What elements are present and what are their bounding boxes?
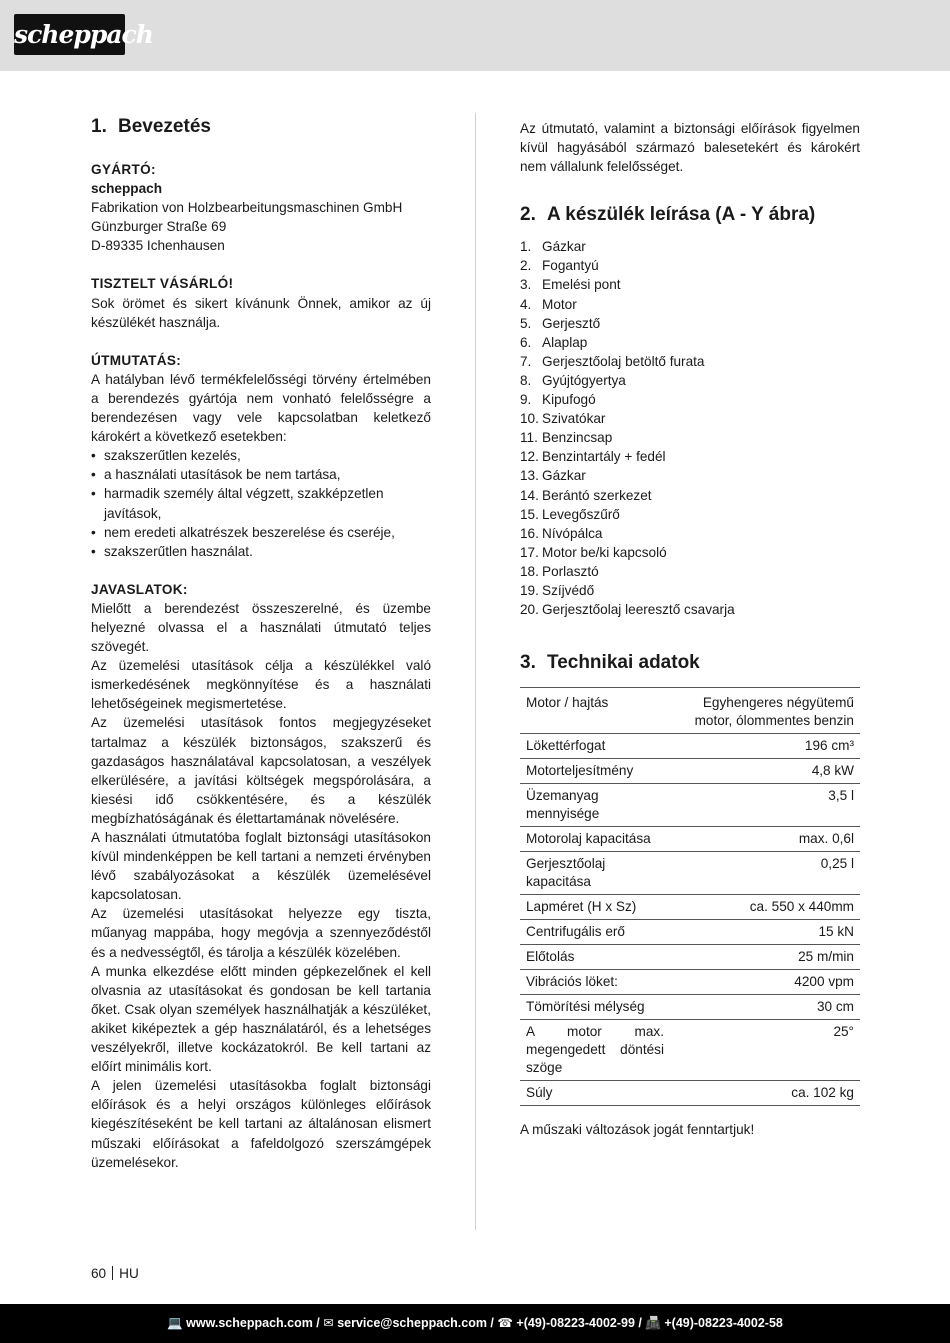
- part-number: 16.: [520, 525, 539, 541]
- section-1-heading: [91, 115, 431, 139]
- table-row: [520, 827, 860, 852]
- table-row: [520, 1081, 860, 1106]
- table-row: [520, 688, 860, 734]
- spec-value: 15 kN: [670, 920, 860, 945]
- part-item: [520, 295, 860, 314]
- notice-text: A hatályban lévő termékfelelősségi törvény értelmében a berendezés gyártója nem vonható felelősségre a berendezésen vagy vele kapcsolatban keletkező károkért a következő esetekben:: [91, 371, 431, 445]
- manufacturer-name: scheppach: [91, 181, 163, 197]
- section-2-title: A készülék leírása (A - Y ábra): [547, 204, 816, 226]
- table-row: [520, 734, 860, 759]
- part-name: Benzintartály + fedél: [542, 449, 666, 465]
- part-number: 7.: [520, 353, 532, 369]
- part-number: 1.: [520, 239, 532, 255]
- part-item: [520, 581, 860, 600]
- spec-label: Lökettérfogat: [520, 734, 670, 759]
- part-number: 5.: [520, 315, 532, 331]
- part-name: Gerjesztőolaj leeresztő csavarja: [542, 602, 735, 618]
- part-name: Gerjesztő: [542, 315, 601, 331]
- part-item: [520, 275, 860, 294]
- part-number: 4.: [520, 296, 532, 312]
- section-2-number: 2.: [520, 204, 536, 226]
- header-bar: [0, 0, 950, 71]
- spec-value: 0,25 l: [670, 852, 860, 895]
- part-item: [520, 409, 860, 428]
- part-number: 2.: [520, 258, 532, 274]
- spec-value: 25 m/min: [670, 945, 860, 970]
- part-name: Kipufogó: [542, 392, 596, 408]
- spec-value: Egyhengeres négyütemű motor, ólommentes benzin: [670, 688, 860, 734]
- part-number: 12.: [520, 449, 539, 465]
- part-item: [520, 428, 860, 447]
- part-number: 13.: [520, 468, 539, 484]
- table-row: [520, 759, 860, 784]
- spec-value: 4,8 kW: [670, 759, 860, 784]
- notice-label: ÚTMUTATÁS:: [91, 352, 182, 368]
- notice-bullet: • szakszerűtlen használat.: [91, 542, 431, 561]
- spec-label: Motor / hajtás: [520, 688, 670, 734]
- spec-label: Tömörítési mélység: [520, 995, 670, 1020]
- customer-label: TISZTELT VÁSÁRLÓ!: [91, 276, 234, 292]
- part-number: 20.: [520, 602, 539, 618]
- table-row: [520, 970, 860, 995]
- part-name: Gázkar: [542, 239, 586, 255]
- part-number: 19.: [520, 582, 539, 598]
- table-row: [520, 945, 860, 970]
- table-row: [520, 1020, 860, 1081]
- part-number: 10.: [520, 411, 539, 427]
- technical-changes-note: A műszaki változások jogát fenntartjuk!: [520, 1122, 755, 1138]
- table-row: [520, 784, 860, 827]
- part-number: 14.: [520, 487, 539, 503]
- left-column: [91, 110, 431, 1172]
- spec-value: ca. 102 kg: [670, 1081, 860, 1106]
- section-3-number: 3.: [520, 652, 536, 674]
- advice-paragraph: Mielőtt a berendezést összeszerelné, és üzembe helyezné olvassa el a használati útmutató teljes szövegét.: [91, 600, 431, 655]
- notice-bullet-list: [91, 446, 431, 561]
- notice-bullet: • szakszerűtlen kezelés,: [91, 446, 431, 465]
- part-item: [520, 505, 860, 524]
- spec-value: 30 cm: [670, 995, 860, 1020]
- part-item: [520, 314, 860, 333]
- part-number: 8.: [520, 372, 532, 388]
- part-name: Gyújtógyertya: [542, 372, 626, 388]
- part-name: Levegőszűrő: [542, 506, 620, 522]
- contact-bar: [0, 1304, 950, 1343]
- spec-label: Gerjesztőolaj kapacitása: [520, 852, 670, 895]
- part-item: [520, 256, 860, 275]
- part-name: Gerjesztőolaj betöltő furata: [542, 353, 705, 369]
- advice-paragraph: Az üzemelési utasításokat helyezze egy tiszta, műanyag mappába, hogy megóvja a szennyeződéstől és a nedvességtől, és tárolja a készülék közelében.: [91, 906, 431, 960]
- part-item: [520, 447, 860, 466]
- part-item: [520, 390, 860, 409]
- part-item: [520, 371, 860, 390]
- part-item: [520, 352, 860, 371]
- part-item: [520, 562, 860, 581]
- part-item: [520, 486, 860, 505]
- spec-label: Üzemanyag mennyisége: [520, 784, 670, 827]
- spec-label: Előtolás: [520, 945, 670, 970]
- spec-value: 196 cm³: [670, 734, 860, 759]
- right-column: [520, 119, 860, 1139]
- advice-paragraph: Az üzemelési utasítások célja a készülékkel való ismerkedésének megkönnyítése és a használati lehetőségeinek megismertetése.: [91, 658, 431, 712]
- part-name: Porlasztó: [542, 563, 599, 579]
- page-separator: [112, 1266, 113, 1280]
- table-row: [520, 920, 860, 945]
- table-row: [520, 852, 860, 895]
- part-item: [520, 237, 860, 256]
- part-name: Nívópálca: [542, 525, 603, 541]
- part-item: [520, 333, 860, 352]
- manufacturer-line: Günzburger Straße 69: [91, 219, 227, 235]
- part-name: Szivatókar: [542, 411, 606, 427]
- language-code: HU: [119, 1266, 139, 1281]
- part-name: Motor be/ki kapcsoló: [542, 544, 667, 560]
- technical-data-table: [520, 687, 860, 1106]
- scheppach-logo: scheppach: [14, 14, 125, 55]
- spec-value: ca. 550 x 440mm: [670, 895, 860, 920]
- section-3-title: Technikai adatok: [547, 652, 700, 674]
- part-item: [520, 466, 860, 485]
- part-number: 3.: [520, 277, 532, 293]
- part-number: 6.: [520, 334, 532, 350]
- spec-value: 25°: [670, 1020, 860, 1081]
- advice-label: JAVASLATOK:: [91, 581, 188, 597]
- part-name: Gázkar: [542, 468, 586, 484]
- part-name: Alaplap: [542, 334, 588, 350]
- notice-bullet: • a használati utasítások be nem tartása,: [91, 465, 431, 484]
- part-name: Berántó szerkezet: [542, 487, 652, 503]
- spec-label: Centrifugális erő: [520, 920, 670, 945]
- spec-label: Motorteljesítmény: [520, 759, 670, 784]
- parts-list: [520, 237, 860, 619]
- part-number: 18.: [520, 563, 539, 579]
- page-footer: [91, 1265, 139, 1282]
- part-number: 17.: [520, 544, 539, 560]
- advice-paragraph: Az üzemelési utasítások fontos megjegyzéseket tartalmaz a készülék biztonságos, szakszerű és gazdaságos használatával kapcsolatosan, a veszélyek elkerülésére, a javítási költségek megspórolására, a kiesési idő csökkentésére, és a készülék megbízhatóságának és élettartamának növelésére.: [91, 715, 431, 826]
- manufacturer-label: GYÁRTÓ:: [91, 162, 156, 177]
- part-item: [520, 600, 860, 619]
- manufacturer-line: Fabrikation von Holzbearbeitungsmaschinen GmbH: [91, 200, 403, 216]
- notice-bullet: • nem eredeti alkatrészek beszerelése és cseréje,: [91, 523, 431, 542]
- spec-label: A motor max. megengedett döntési szöge: [520, 1020, 670, 1081]
- part-name: Emelési pont: [542, 277, 621, 293]
- table-row: [520, 895, 860, 920]
- advice-paragraph: A munka elkezdése előtt minden gépkezelőnek el kell olvasnia az utasításokat és gondosan be kell tartania őket. Csak olyan személyek használhatják a készüléket, akiket kiképeztek a gép használatáról, és a lehetséges veszélyekről, illetve kockázatokról. Be kell tartani az előírt minimális kort.: [91, 963, 431, 1075]
- section-1-number: 1.: [91, 116, 107, 137]
- page-number: 60: [91, 1266, 107, 1281]
- spec-value: max. 0,6l: [670, 827, 860, 852]
- spec-value: 3,5 l: [670, 784, 860, 827]
- part-name: Benzincsap: [542, 430, 613, 446]
- column-divider: [475, 113, 476, 1230]
- notice-bullet: • harmadik személy által végzett, szakképzetlen javítások,: [91, 484, 431, 522]
- liability-text: Az útmutató, valamint a biztonsági előírások figyelmen kívül hagyásából származó balesetekért és károkért nem vállalunk felelősséget.: [520, 121, 860, 175]
- spec-value: 4200 vpm: [670, 970, 860, 995]
- part-number: 15.: [520, 506, 539, 522]
- spec-label: Lapméret (H x Sz): [520, 895, 670, 920]
- advice-paragraph: A jelen üzemelési utasításokba foglalt biztonsági előírások és a helyi országos különleges előírások kiegészítéseként be kell tartani az általánosan elismert műszaki előírásokat a fafeldolgozó szerszámgépek üzemelésekor.: [91, 1078, 431, 1170]
- contact-line: 💻 www.scheppach.com / ✉ service@scheppach.com / ☎ +(49)-08223-4002-99 / 📠 +(49)-08223-4002-58: [167, 1316, 783, 1330]
- spec-label: Motorolaj kapacitása: [520, 827, 670, 852]
- part-item: [520, 543, 860, 562]
- manufacturer-line: D-89335 Ichenhausen: [91, 238, 225, 254]
- part-number: 9.: [520, 392, 532, 408]
- part-name: Szíjvédő: [542, 582, 595, 598]
- table-row: [520, 995, 860, 1020]
- section-3-heading: [520, 651, 860, 675]
- part-item: [520, 524, 860, 543]
- section-1-title: Bevezetés: [118, 116, 211, 137]
- section-2-heading: [520, 203, 860, 227]
- spec-label: Vibrációs löket:: [520, 970, 670, 995]
- part-name: Fogantyú: [542, 258, 599, 274]
- part-name: Motor: [542, 296, 577, 312]
- advice-paragraph: A használati útmutatóba foglalt biztonsági utasításokon kívül mindenképpen be kell tartani a nemzeti érvényben lévő szabályozásokat a készülék üzemelésével kapcsolatosan.: [91, 830, 431, 903]
- spec-label: Súly: [520, 1081, 670, 1106]
- part-number: 11.: [520, 430, 538, 446]
- customer-text: Sok örömet és sikert kívánunk Önnek, amikor az új készülékét használja.: [91, 295, 431, 330]
